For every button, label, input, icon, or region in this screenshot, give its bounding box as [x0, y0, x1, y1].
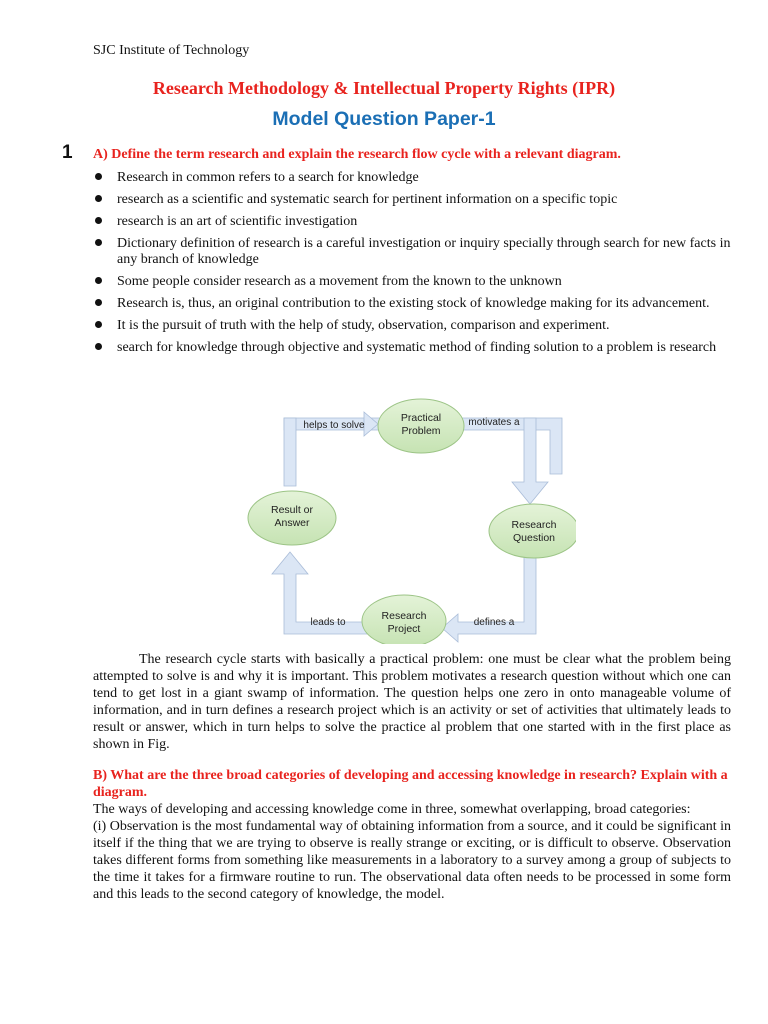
- arrow-label-helps: helps to solve: [303, 420, 365, 431]
- bullet-item: [94, 236, 734, 268]
- bullet-text: Dictionary definition of research is a careful investigation or inquiry specially through search for new facts in any branch of knowledge: [117, 236, 731, 267]
- question-1b-heading: B) What are the three broad categories of developing and accessing knowledge in research? Explain with a diagram.: [93, 768, 728, 800]
- bullet-text: search for knowledge through objective and systematic method of finding solution to a problem is research: [117, 340, 717, 355]
- bullet-item: [94, 318, 734, 334]
- question-1a-heading: A) Define the term research and explain the research flow cycle with a relevant diagram.: [93, 147, 621, 162]
- partb-paragraph: (i) Observation is the most fundamental way of obtaining information from a source, and it could be significant in itself if the thing that we are trying to observe is really strange or exciting, or is difficult to observe. Observation takes different forms from something like measurements in a laboratory to a survey among a group of subjects to the time it takes for a firmware routine to run. The observational data often needs to be processed in some form and this leads to the second category of knowledge, the model.: [93, 819, 732, 902]
- bullet-text: It is the pursuit of truth with the help of study, observation, comparison and experiment.: [117, 318, 610, 333]
- left-upper-arrow-shape: [284, 418, 296, 486]
- bullet-dot: [95, 195, 102, 202]
- right-arrow-shape: [512, 418, 548, 504]
- node-label: Research: [511, 519, 557, 531]
- bullet-dot: [95, 343, 102, 350]
- bullet-dot: [95, 217, 102, 224]
- node-label: Research: [381, 610, 427, 622]
- institute-header: SJC Institute of Technology: [93, 43, 250, 58]
- node-label: Question: [512, 532, 556, 544]
- arrow-label-motivates: motivates a: [468, 417, 520, 428]
- bullet-text: research as a scientific and systematic search for pertinent information on a specific topic: [117, 192, 618, 207]
- bullet-item: [94, 296, 734, 312]
- node-label: Result or: [270, 504, 314, 516]
- bullet-item: [94, 170, 734, 186]
- bullet-item: [94, 274, 734, 290]
- bullet-dot: [95, 239, 102, 246]
- question-number: 1: [62, 142, 73, 163]
- bullet-text: research is an art of scientific investigation: [117, 214, 358, 229]
- right-lower-arrow-shape: [442, 556, 536, 642]
- bullet-dot: [95, 321, 102, 328]
- partb-paragraph: The ways of developing and accessing knowledge come in three, somewhat overlapping, broad categories:: [93, 802, 691, 817]
- bullet-dot: [95, 299, 102, 306]
- course-title: Research Methodology & Intellectual Property Rights (IPR): [152, 78, 616, 98]
- definition-bullet-list: [94, 170, 734, 362]
- bullet-item: [94, 340, 734, 356]
- paper-title: Model Question Paper-1: [272, 108, 496, 130]
- bullet-dot: [95, 277, 102, 284]
- bullet-dot: [95, 173, 102, 180]
- partb-body: [93, 801, 731, 903]
- node-label: Problem: [401, 425, 441, 437]
- bullet-item: [94, 192, 734, 208]
- bullet-text: Some people consider research as a movement from the known to the unknown: [117, 274, 562, 289]
- bullet-item: [94, 214, 734, 230]
- helps-arrow-head: [364, 412, 378, 436]
- node-label: Answer: [274, 517, 310, 529]
- bullet-text: Research in common refers to a search for knowledge: [117, 170, 419, 185]
- node-research-question: [489, 504, 576, 558]
- arrow-label-leads: leads to: [310, 617, 346, 628]
- node-label: Practical: [400, 412, 442, 424]
- bullet-text: Research is, thus, an original contribution to the existing stock of knowledge making for its advancement.: [117, 296, 710, 311]
- arrow-label-defines: defines a: [473, 617, 515, 628]
- cycle-paragraph: The research cycle starts with basically a practical problem: one must be clear what the problem being attempted to solve is and why it is important. This problem motivates a research question without which one can tend to get lost in a giant swamp of information. The question helps one zero in onto manageable volume of information, and in turn defines a research project which is an activity or set of activities that ultimately leads to result or answer, which in turn helps to solve the practice al problem that one started with in the first place as shown in Fig.: [93, 652, 731, 752]
- node-label: Project: [387, 623, 421, 635]
- research-cycle-diagram: [246, 396, 576, 644]
